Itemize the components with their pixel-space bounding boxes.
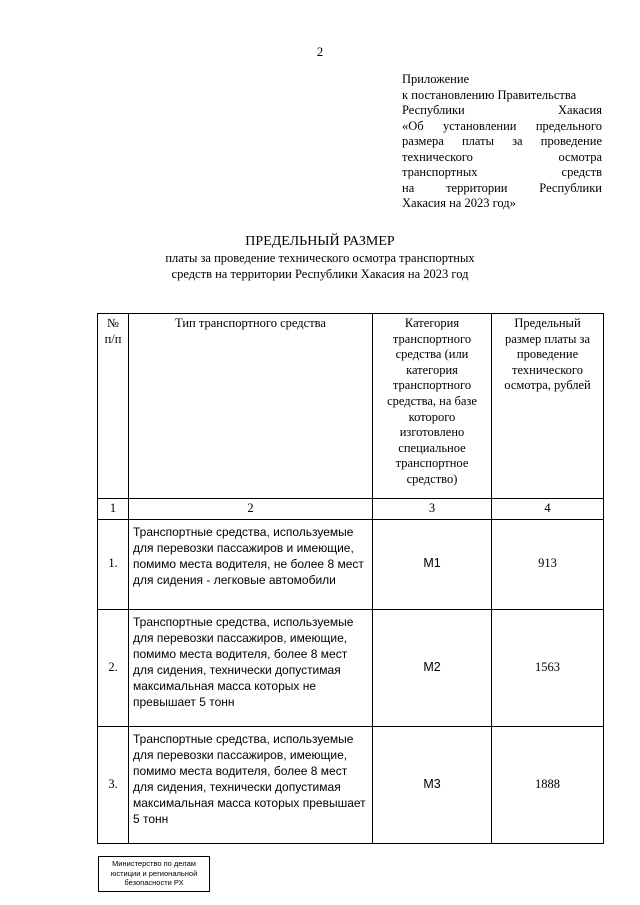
row-number: 2. bbox=[98, 609, 129, 726]
appendix-line: размера платы за проведение bbox=[402, 134, 602, 148]
appendix-line: на территории Республики bbox=[402, 180, 602, 195]
table-row bbox=[98, 609, 604, 726]
appendix-line: технического осмотра bbox=[402, 149, 602, 164]
row-number: 3. bbox=[98, 726, 129, 843]
appendix-line: Хакасия на 2023 год» bbox=[402, 196, 516, 210]
title-subline: платы за проведение технического осмотра транспортных bbox=[165, 251, 475, 265]
fee-value: 1563 bbox=[492, 609, 604, 726]
column-number: 1 bbox=[98, 499, 129, 520]
vehicle-category: M1 bbox=[373, 519, 492, 609]
vehicle-category: M2 bbox=[373, 609, 492, 726]
header-fee: Предельный размер платы за проведение технического осмотра, рублей bbox=[492, 314, 604, 499]
appendix-line: транспортных средств bbox=[402, 165, 602, 179]
appendix-line: Приложение bbox=[402, 72, 470, 86]
column-number: 3 bbox=[373, 499, 492, 520]
appendix-line: «Об установлении предельного bbox=[402, 118, 602, 133]
header-category: Категория транспортного средства (или категория транспортного средства, на базе которого изготовлено специальное транспортное средство) bbox=[373, 314, 492, 499]
appendix-line: к постановлению Правительства bbox=[402, 87, 577, 102]
column-number: 4 bbox=[492, 499, 604, 520]
stamp-line: юстиции и региональной bbox=[110, 868, 198, 878]
document-title bbox=[0, 233, 640, 282]
row-number: 1. bbox=[98, 519, 129, 609]
vehicle-category: M3 bbox=[373, 726, 492, 843]
appendix-block bbox=[402, 72, 602, 212]
stamp-line: безопасности РХ bbox=[124, 878, 184, 887]
vehicle-type: Транспортные средства, используемые для перевозки пассажиров и имеющие, помимо места водителя, не более 8 мест для сидения - легковые автомобили bbox=[129, 519, 373, 609]
table-row bbox=[98, 519, 604, 609]
ministry-stamp bbox=[98, 856, 210, 892]
column-number: 2 bbox=[129, 499, 373, 520]
column-number-row bbox=[98, 499, 604, 520]
title-subline: средств на территории Республики Хакасия на 2023 год bbox=[171, 267, 469, 281]
header-type: Тип транспортного средства bbox=[129, 314, 373, 499]
fee-table bbox=[97, 313, 604, 844]
fee-value: 1888 bbox=[492, 726, 604, 843]
appendix-line: Республики Хакасия bbox=[402, 103, 602, 117]
table-header-row bbox=[98, 314, 604, 499]
fee-value: 913 bbox=[492, 519, 604, 609]
header-num: № п/п bbox=[98, 314, 129, 499]
page-number: 2 bbox=[316, 44, 324, 59]
vehicle-type: Транспортные средства, используемые для перевозки пассажиров, имеющие, помимо места водителя, более 8 мест для сидения, технически допустимая максимальная масса которых превышает 5 тонн bbox=[129, 726, 373, 843]
table-row bbox=[98, 726, 604, 843]
vehicle-type: Транспортные средства, используемые для перевозки пассажиров, имеющие, помимо места водителя, более 8 мест для сидения, технически допустимая максимальная масса которых не превышает 5 тонн bbox=[129, 609, 373, 726]
stamp-line: Министерство по делам bbox=[112, 859, 196, 868]
title-main: ПРЕДЕЛЬНЫЙ РАЗМЕР bbox=[245, 234, 395, 249]
